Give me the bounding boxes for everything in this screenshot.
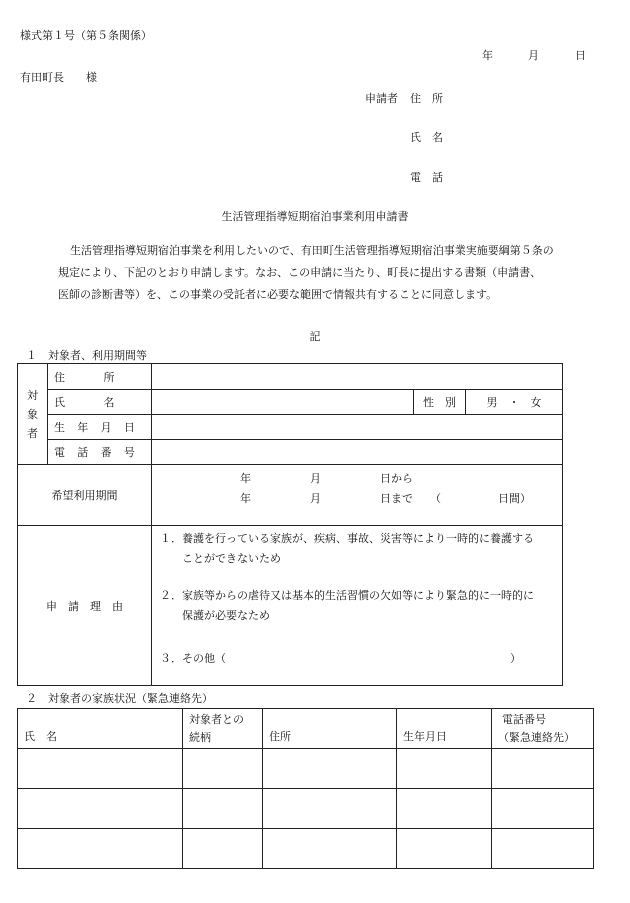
- period-start-day: 日から: [380, 472, 413, 485]
- reason-field[interactable]: [152, 526, 563, 686]
- col-phone: [492, 709, 594, 749]
- address-field[interactable]: [152, 364, 563, 390]
- col-address: 住所: [263, 709, 397, 749]
- date-year-label: 年: [482, 49, 493, 62]
- form-number: 様式第１号（第５条関係）: [20, 29, 152, 42]
- family-row-2-relation[interactable]: [183, 789, 263, 829]
- reason-item-2-line-1: ２．家族等からの虐待又は基本的生活習慣の欠如等により緊急的に一時的に: [160, 589, 534, 602]
- col-relation: [183, 709, 263, 749]
- period-start-year: 年: [240, 472, 251, 485]
- family-row-1-relation[interactable]: [183, 749, 263, 789]
- body-line-3: 医師の診断書等）を、この事業の受託者に必要な範囲で情報共有することに同意します。: [58, 288, 498, 301]
- col-relation-line-2: 続柄: [189, 730, 211, 744]
- family-row-1: [18, 749, 594, 789]
- family-table: [17, 708, 594, 869]
- family-row-3: [18, 829, 594, 869]
- family-row-3-phone[interactable]: [492, 829, 594, 869]
- col-phone-line-1: 電話番号: [502, 712, 546, 726]
- col-name: 氏 名: [18, 709, 183, 749]
- birthdate-label: 生 年 月 日: [48, 415, 152, 440]
- document-title: 生活管理指導短期宿泊事業利用申請書: [221, 210, 409, 223]
- period-end-year: 年: [240, 492, 251, 505]
- date-day-label: 日: [575, 49, 586, 62]
- phone-field[interactable]: [152, 440, 563, 465]
- target-table: [17, 363, 563, 686]
- col-phone-line-2: （緊急連絡先）: [498, 730, 575, 744]
- address-label: 住 所: [48, 364, 152, 390]
- period-end-day: 日まで: [380, 492, 413, 505]
- col-relation-line-1: 対象者との: [189, 712, 244, 726]
- phone-label: 電 話 番 号: [48, 440, 152, 465]
- family-row-2: [18, 789, 594, 829]
- family-row-2-phone[interactable]: [492, 789, 594, 829]
- sex-options[interactable]: 男 ・ 女: [466, 390, 563, 415]
- family-row-1-name[interactable]: [18, 749, 183, 789]
- reason-item-1-line-2: ことができないため: [182, 552, 281, 565]
- ki-label: 記: [309, 330, 321, 343]
- period-field[interactable]: [152, 465, 563, 526]
- birthdate-field[interactable]: [152, 415, 563, 440]
- applicant-phone-label: 電 話: [410, 171, 443, 184]
- col-birthdate: 生年月日: [397, 709, 492, 749]
- period-end-month: 月: [310, 492, 321, 505]
- applicant-address-label: 住 所: [410, 92, 443, 105]
- section1-heading: １ 対象者、利用期間等: [26, 349, 147, 362]
- reason-item-3-close: ）: [510, 652, 521, 665]
- reason-item-1-line-1: １．養護を行っている家族が、疾病、事故、災害等により一時的に養護する: [160, 532, 534, 545]
- family-row-1-address[interactable]: [263, 749, 397, 789]
- applicant-label: 申請者: [365, 92, 398, 105]
- family-row-3-address[interactable]: [263, 829, 397, 869]
- period-start-month: 月: [310, 472, 321, 485]
- family-row-2-birthdate[interactable]: [397, 789, 492, 829]
- reason-item-3: ３．その他（: [160, 652, 226, 665]
- period-days-label: 日間）: [498, 492, 531, 505]
- body-line-1: 生活管理指導短期宿泊事業を利用したいので、有田町生活管理指導短期宿泊事業実施要綱第５条の: [70, 244, 554, 257]
- family-row-3-name[interactable]: [18, 829, 183, 869]
- section2-heading: ２ 対象者の家族状況（緊急連絡先）: [26, 692, 213, 705]
- body-line-2: 規定により、下記のとおり申請します。なお、この申請に当たり、町長に提出する書類（申請書、: [58, 266, 542, 279]
- family-row-3-relation[interactable]: [183, 829, 263, 869]
- family-row-2-address[interactable]: [263, 789, 397, 829]
- period-days-open: （: [430, 492, 441, 505]
- family-row-2-name[interactable]: [18, 789, 183, 829]
- family-row-1-phone[interactable]: [492, 749, 594, 789]
- period-label: 希望利用期間: [18, 465, 152, 526]
- family-row-3-birthdate[interactable]: [397, 829, 492, 869]
- reason-label: 申 請 理 由: [18, 526, 152, 686]
- sex-label: 性 別: [414, 390, 466, 415]
- reason-item-2-line-2: 保護が必要なため: [182, 609, 270, 622]
- target-label: 対象者: [18, 364, 48, 465]
- family-row-1-birthdate[interactable]: [397, 749, 492, 789]
- name-field[interactable]: [152, 390, 414, 415]
- date-month-label: 月: [528, 49, 539, 62]
- applicant-name-label: 氏 名: [410, 131, 443, 144]
- name-label: 氏 名: [48, 390, 152, 415]
- recipient: 有田町長 様: [20, 71, 97, 84]
